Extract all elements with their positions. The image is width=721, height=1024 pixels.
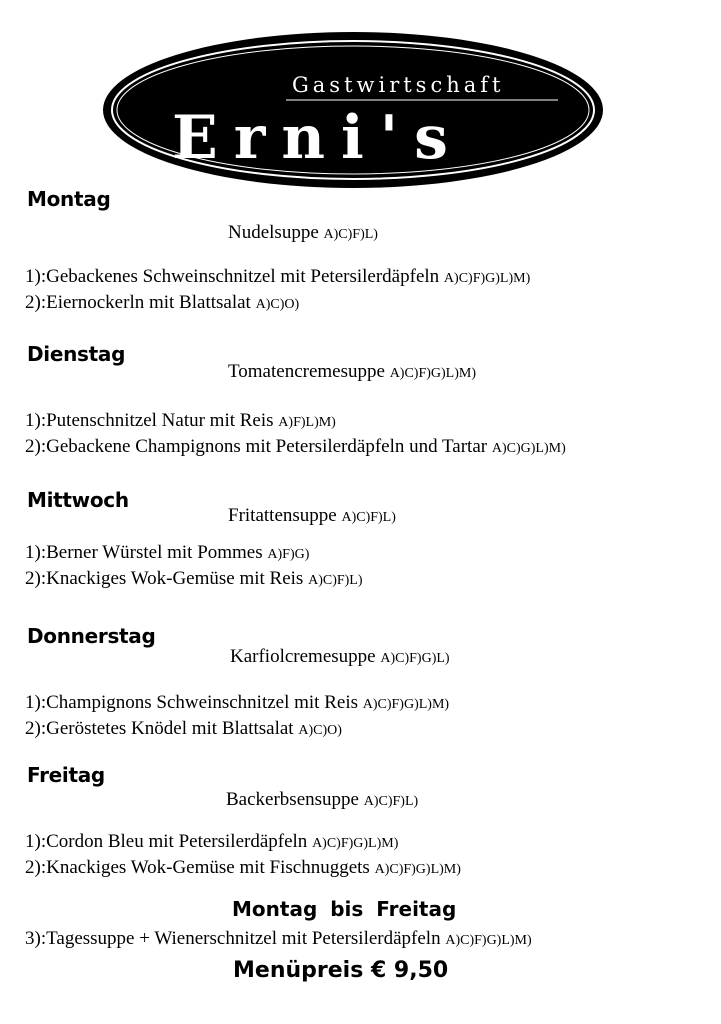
allergen-codes: A)C)O) <box>255 297 300 312</box>
restaurant-logo <box>100 30 606 190</box>
dish-line: 2):Knackiges Wok-Gemüse mit Fischnuggets A)C)F)G)L)M) <box>25 857 461 878</box>
dish-line: 1):Gebackenes Schweinschnitzel mit Petersilerdäpfeln A)C)F)G)L)M) <box>25 266 531 287</box>
soup-line: Backerbsensuppe A)C)F)L) <box>226 789 419 810</box>
allergen-codes: A)C)F)G)L)M) <box>443 271 531 286</box>
dish-line: 2):Eiernockerln mit Blattsalat A)C)O) <box>25 292 300 313</box>
dish-line: 2):Gebackene Champignons mit Petersilerdäpfeln und Tartar A)C)G)L)M) <box>25 436 566 457</box>
allergen-codes: A)C)F)G)L)M) <box>389 366 477 381</box>
allergen-codes: A)C)F)G)L) <box>380 651 450 666</box>
weekly-dish-line: 3):Tagessuppe + Wienerschnitzel mit Petersilerdäpfeln A)C)F)G)L)M) <box>25 928 532 949</box>
soup-line: Nudelsuppe A)C)F)L) <box>228 222 378 243</box>
day-heading: Freitag <box>27 763 105 787</box>
allergen-codes: A)C)F)G)L)M) <box>312 836 399 851</box>
dish-line: 2):Geröstetes Knödel mit Blattsalat A)C)O) <box>25 718 342 739</box>
dish-line: 1):Putenschnitzel Natur mit Reis A)F)L)M) <box>25 410 336 431</box>
allergen-codes: A)C)F)L) <box>341 510 396 525</box>
logo-name: Erni's <box>172 103 464 173</box>
logo-subtitle: Gastwirtschaft <box>292 73 505 97</box>
dish-line: 1):Champignons Schweinschnitzel mit Reis A)C)F)G)L)M) <box>25 692 450 713</box>
dish-line: 2):Knackiges Wok-Gemüse mit Reis A)C)F)L) <box>25 568 363 589</box>
soup-line: Fritattensuppe A)C)F)L) <box>228 505 396 526</box>
soup-line: Tomatencremesuppe A)C)F)G)L)M) <box>228 361 477 382</box>
weekly-heading: Montag bis Freitag <box>232 897 457 921</box>
allergen-codes: A)C)F)L) <box>363 794 419 809</box>
allergen-codes: A)C)F)L) <box>308 573 363 588</box>
dish-line: 1):Cordon Bleu mit Petersilerdäpfeln A)C)F)G)L)M) <box>25 831 399 852</box>
day-heading: Dienstag <box>27 342 126 366</box>
menu-price: Menüpreis € 9,50 <box>233 958 449 983</box>
allergen-codes: A)C)G)L)M) <box>491 441 566 456</box>
day-heading: Donnerstag <box>27 624 156 648</box>
allergen-codes: A)C)F)G)L)M) <box>374 862 461 877</box>
allergen-codes: A)F)G) <box>267 547 310 562</box>
day-heading: Montag <box>27 187 111 211</box>
dish-line: 1):Berner Würstel mit Pommes A)F)G) <box>25 542 310 563</box>
allergen-codes: A)C)F)G)L)M) <box>362 697 450 712</box>
allergen-codes: A)C)F)G)L)M) <box>445 933 532 948</box>
day-heading: Mittwoch <box>27 488 129 512</box>
allergen-codes: A)C)F)L) <box>323 227 378 242</box>
allergen-codes: A)C)O) <box>298 723 342 738</box>
soup-line: Karfiolcremesuppe A)C)F)G)L) <box>230 646 450 667</box>
allergen-codes: A)F)L)M) <box>278 415 336 430</box>
